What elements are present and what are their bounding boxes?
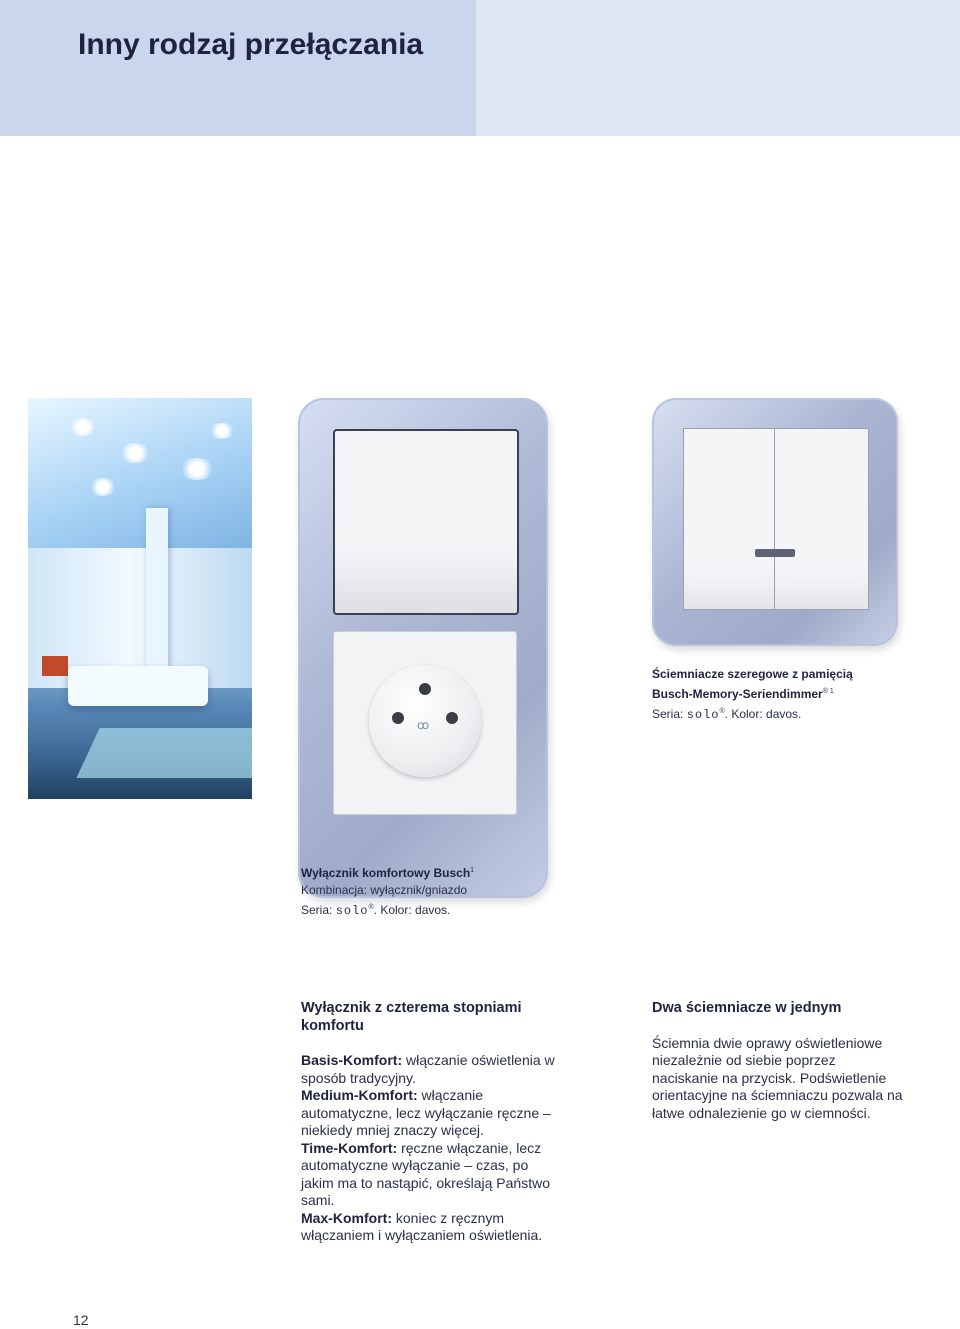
switch-caption-combination: Kombinacja: wyłącznik/gniazdo [301,883,468,897]
socket-logo-icon: ꝏ [417,718,430,732]
comfort-level-basis [301,1052,563,1087]
comfort-level-label: Time-Komfort: [301,1139,398,1156]
dimmer-button-left [683,428,778,610]
dimmer-series-sup: ® [719,708,725,715]
comfort-level-label: Medium-Komfort: [301,1087,418,1103]
comfort-level-label: Basis-Komfort: [301,1052,403,1068]
right-column-body: Ściemnia dwie oprawy oświetleniowe niezależnie od siebie poprzez naciskanie na przycisk. Podświetlenie orientacyjne na ściemniaczu pozwala na łatwe odnalezienie go w ciemności. [652,1034,903,1121]
photo-ceiling [28,398,252,548]
socket-hole-left [392,712,404,724]
rocker-switch [333,429,519,615]
photo-ceiling-light [68,418,98,436]
header-band [0,0,960,136]
header-band-left [0,0,476,136]
dimmer-caption-title: Ściemniacze szeregowe z pamięcią [652,667,853,681]
socket-hole-right [446,712,458,724]
right-text-column [652,1000,904,1122]
comfort-level-time [301,1140,563,1210]
comfort-level-text: koniec z ręcznym włączaniem i wyłączaniem oświetlenia. [301,1209,543,1243]
socket-earth-pin [419,683,431,695]
interior-photo [28,398,252,799]
left-text-column [301,1000,563,1245]
comfort-level-text: ręczne włączanie, lecz automatyczne wyłączanie – czas, po jakim ma to nastąpić, określają Państwo sami. [301,1139,550,1208]
switch-caption-title-sup: 1 [470,867,475,874]
page-title: Inny rodzaj przełączania [78,28,424,61]
switch-caption-title: Wyłącznik komfortowy Busch [301,866,471,880]
comfort-level-text: włączanie oświetlenia w sposób tradycyjny. [301,1052,555,1086]
dimmer-series-prefix: Seria: [652,707,687,721]
switch-series-suffix: . Kolor: davos. [373,903,451,917]
switch-series-name: solo [335,904,369,918]
dimmer-caption-product: Busch-Memory-Seriendimmer [652,687,823,701]
photo-ceiling-light [88,478,118,496]
switch-caption [301,862,601,920]
dimmer-button-right [774,428,869,610]
dimmer-orientation-led [755,549,795,557]
photo-glass-table [76,728,252,778]
switch-series-sup: ® [368,904,374,911]
dimmer-caption [652,666,952,724]
photo-sofa [68,666,208,706]
comfort-level-max [301,1210,563,1245]
dimmer-series-suffix: . Kolor: davos. [724,707,802,721]
right-column-heading: Dwa ściemniacze w jednym [652,1000,842,1016]
photo-ceiling-light [118,443,152,463]
comfort-level-text: włączanie automatyczne, lecz wyłączanie ręczne – niekiedy mniej znaczy więcej. [301,1087,551,1138]
photo-red-accent [42,656,68,676]
dimmer-series-name: solo [686,708,720,722]
comfort-level-label: Max-Komfort: [301,1209,392,1226]
photo-ceiling-light [178,458,216,480]
page-number: 12 [73,1312,89,1328]
comfort-level-medium [301,1087,563,1140]
switch-series-prefix: Seria: [301,903,336,917]
photo-ceiling-light [208,423,236,439]
dimmer-caption-product-sup: ® 1 [822,688,834,695]
left-column-heading: Wyłącznik z czterema stopniami komfortu [301,1000,522,1034]
header-band-right [476,0,960,136]
